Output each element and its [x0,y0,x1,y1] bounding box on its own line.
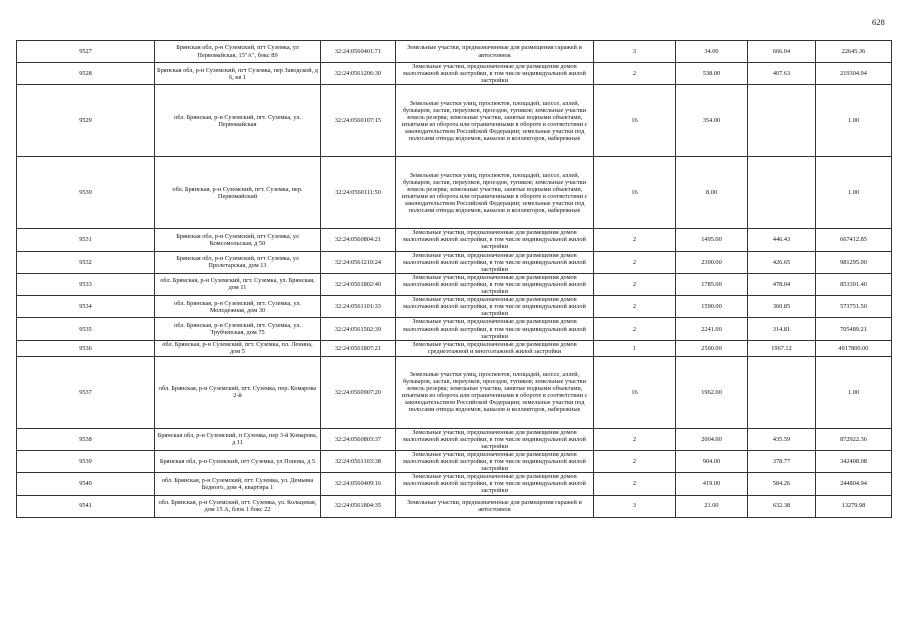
land-category-cell: Земельные участки, предназначенные для размещения домов малоэтажной жилой застройки, в том числе индивидуальной жилой застройки [396,296,594,318]
cadastral-value-cell: 1.00 [816,85,892,157]
cadastral-number-cell: 32:24:0561804:35 [321,495,396,517]
specific-value-cell [748,157,816,229]
land-category-cell: Земельные участки, предназначенные для размещения гаражей и автостоянок [396,495,594,517]
cadastral-value-cell: 667412.85 [816,229,892,251]
cadastral-value-cell: 219304.94 [816,63,892,85]
group-code-cell: 2 [594,63,676,85]
specific-value-cell: 478.04 [748,273,816,295]
address-cell: обл. Брянская, р-н Суземский, пгт. Суземка, ул. Молодежная, дом 30 [155,296,321,318]
group-code-cell: 2 [594,296,676,318]
cadastral-value-cell: 342408.08 [816,450,892,472]
table-row [17,41,892,63]
cadastral-value-cell: 22645.36 [816,41,892,63]
group-code-cell: 2 [594,318,676,340]
row-number: 9527 [17,41,155,63]
address-cell: обл. Брянская, р-н Суземский, пгт. Суземка, ул. Демьяна Бедного, дом 4, квартира 1 [155,473,321,495]
area-cell: 2300.00 [676,251,748,273]
land-category-cell: Земельные участки, предназначенные для размещения гаражей и автостоянок [396,41,594,63]
group-code-cell: 16 [594,85,676,157]
table-row [17,495,892,517]
area-cell: 2241.00 [676,318,748,340]
specific-value-cell: 666.04 [748,41,816,63]
group-code-cell: 16 [594,356,676,428]
cadastral-value-cell: 981295.00 [816,251,892,273]
table-row [17,428,892,450]
table-row [17,273,892,295]
row-number: 9541 [17,495,155,517]
table-row [17,85,892,157]
land-category-cell: Земельные участки, предназначенные для размещения домов малоэтажной жилой застройки, в том числе индивидуальной жилой застройки [396,251,594,273]
table-row [17,251,892,273]
page-number: 628 [872,17,885,27]
area-cell: 904.00 [676,450,748,472]
row-number: 9533 [17,273,155,295]
cadastral-value-cell: 244804.94 [816,473,892,495]
address-cell: обл. Брянская, р-н Суземский, пгт. Суземка, пер. Первомайский [155,157,321,229]
area-cell: 1962.00 [676,356,748,428]
land-category-cell: Земельные участки, предназначенные для размещения домов малоэтажной жилой застройки, в том числе индивидуальной жилой застройки [396,473,594,495]
table-row [17,473,892,495]
row-number: 9540 [17,473,155,495]
cadastral-number-cell: 32:24:0560804:21 [321,229,396,251]
cadastral-number-cell: 32:24:0561103:38 [321,450,396,472]
group-code-cell: 3 [594,41,676,63]
land-category-cell: Земельные участки, предназначенные для размещения домов малоэтажной жилой застройки, в том числе индивидуальной жилой застройки [396,63,594,85]
cadastral-value-table [16,40,892,518]
land-category-cell: Земельные участки, предназначенные для размещения домов малоэтажной жилой застройки, в том числе индивидуальной жилой застройки [396,273,594,295]
table-row [17,157,892,229]
specific-value-cell [748,356,816,428]
area-cell: 1785.00 [676,273,748,295]
group-code-cell: 2 [594,273,676,295]
cadastral-number-cell: 32:24:0561206:30 [321,63,396,85]
cadastral-value-cell: 1.00 [816,157,892,229]
cadastral-number-cell: 32:24:0560107:15 [321,85,396,157]
cadastral-value-cell: 872922.36 [816,428,892,450]
land-category-cell: Земельные участки улиц, проспектов, площадей, шоссе, аллей, бульваров, застав, переулков, проездов, тупиков; земельные участки земель резерва; земельные участки, занятые водными объектами, изъятыми из оборота или ограниченными в обороте в соответствии с законодательством Российской Федерации; земельные участки под полосами отвода водоемов, каналов и коллекторов, набережные [396,356,594,428]
group-code-cell: 16 [594,157,676,229]
row-number: 9536 [17,340,155,356]
land-category-cell: Земельные участки, предназначенные для размещения домов малоэтажной жилой застройки, в том числе индивидуальной жилой застройки [396,229,594,251]
land-category-cell: Земельные участки улиц, проспектов, площадей, шоссе, аллей, бульваров, застав, переулков, проездов, тупиков; земельные участки земель резерва; земельные участки, занятые водными объектами, изъятыми из оборота или ограниченными в обороте в соответствии с законодательством Российской Федерации; земельные участки под полосами отвода водоемов, каналов и коллекторов, набережные [396,157,594,229]
land-category-cell: Земельные участки, предназначенные для размещения домов малоэтажной жилой застройки, в том числе индивидуальной жилой застройки [396,428,594,450]
cadastral-value-cell: 1.00 [816,356,892,428]
specific-value-cell: 435.59 [748,428,816,450]
table-body [17,41,892,518]
table-row [17,229,892,251]
address-cell: обл. Брянская, р-н Суземский, пгт. Суземка, ул. Трубчевская, дом 75 [155,318,321,340]
specific-value-cell: 378.77 [748,450,816,472]
area-cell: 1495.00 [676,229,748,251]
table-row [17,296,892,318]
cadastral-number-cell: 32:24:0560803:37 [321,428,396,450]
land-category-cell: Земельные участки, предназначенные для размещения домов малоэтажной жилой застройки, в том числе индивидуальной жилой застройки [396,318,594,340]
address-cell: обл. Брянская, р-н Суземский, пгт. Суземка, ул. Первомайская [155,85,321,157]
group-code-cell: 2 [594,229,676,251]
specific-value-cell: 314.81 [748,318,816,340]
address-cell: Брянская обл, р-н Суземский, пгт Суземка, ул Попова, д 5 [155,450,321,472]
specific-value-cell: 632.38 [748,495,816,517]
area-cell: 8.00 [676,157,748,229]
cadastral-value-cell: 573751.50 [816,296,892,318]
address-cell: Брянская обл, р-н Суземский, пгт Суземка, ул Комсомольская, д 50 [155,229,321,251]
group-code-cell: 2 [594,473,676,495]
group-code-cell: 2 [594,428,676,450]
cadastral-number-cell: 32:24:0560401:71 [321,41,396,63]
address-cell: Брянская обл, р-н Суземский, пгт Суземка, ул Пролетарская, дом 13 [155,251,321,273]
table-row [17,340,892,356]
table-row [17,318,892,340]
cadastral-number-cell: 32:24:0561807:21 [321,340,396,356]
cadastral-number-cell: 32:24:0560409:16 [321,473,396,495]
group-code-cell: 3 [594,495,676,517]
row-number: 9537 [17,356,155,428]
area-cell: 1590.00 [676,296,748,318]
row-number: 9528 [17,63,155,85]
group-code-cell: 2 [594,450,676,472]
area-cell: 34.00 [676,41,748,63]
area-cell: 419.00 [676,473,748,495]
row-number: 9535 [17,318,155,340]
cadastral-number-cell: 32:24:0561101:33 [321,296,396,318]
address-cell: Брянская обл, р-н Суземский, п Суземка, пер 3-й Комарова, д 11 [155,428,321,450]
land-category-cell: Земельные участки улиц, проспектов, площадей, шоссе, аллей, бульваров, застав, переулков, проездов, тупиков; земельные участки земель резерва; земельные участки, занятые водными объектами, изъятыми из оборота или ограниченными в обороте в соответствии с законодательством Российской Федерации; земельные участки под полосами отвода водоемов, каналов и коллекторов, набережные [396,85,594,157]
address-cell: обл. Брянская, р-н Суземский, пгт. Суземка, пл. Ленина, дом 5 [155,340,321,356]
area-cell: 354.00 [676,85,748,157]
area-cell: 538.00 [676,63,748,85]
address-cell: Брянская обл, р-н Суземский, пгт Суземка, пер Заводской, д 6, кв 1 [155,63,321,85]
specific-value-cell: 1967.12 [748,340,816,356]
specific-value-cell: 446.43 [748,229,816,251]
address-cell: обл. Брянская, р-н Суземский, пгт. Суземка, пер. Комарова 2-й [155,356,321,428]
cadastral-number-cell: 32:24:0561210:24 [321,251,396,273]
specific-value-cell [748,85,816,157]
table-row [17,450,892,472]
row-number: 9529 [17,85,155,157]
cadastral-number-cell: 32:24:0560907:20 [321,356,396,428]
row-number: 9531 [17,229,155,251]
land-category-cell: Земельные участки, предназначенные для размещения домов малоэтажной жилой застройки, в том числе индивидуальной жилой застройки [396,450,594,472]
specific-value-cell: 360.85 [748,296,816,318]
land-category-cell: Земельные участки, предназначенные для размещения домов среднеэтажной и многоэтажной жилой застройки [396,340,594,356]
group-code-cell: 1 [594,340,676,356]
specific-value-cell: 584.26 [748,473,816,495]
address-cell: Брянская обл, р-н Суземский, пгт Суземка, ул Первомайская, 15"А", бокс 89 [155,41,321,63]
table-row [17,356,892,428]
area-cell: 2500.00 [676,340,748,356]
cadastral-value-cell: 705489.21 [816,318,892,340]
specific-value-cell: 426.65 [748,251,816,273]
row-number: 9539 [17,450,155,472]
cadastral-number-cell: 32:24:0560111:50 [321,157,396,229]
address-cell: обл. Брянская, р-н Суземский, пгт. Суземка, ул. Брянская, дом 11 [155,273,321,295]
row-number: 9538 [17,428,155,450]
specific-value-cell: 407.63 [748,63,816,85]
area-cell: 21.00 [676,495,748,517]
group-code-cell: 2 [594,251,676,273]
row-number: 9534 [17,296,155,318]
table-row [17,63,892,85]
cadastral-number-cell: 32:24:0561502:39 [321,318,396,340]
address-cell: обл. Брянская, р-н Суземский, пгт. Суземка, ул. Кольцевая, дом 15 А, блок 1 бокс 22 [155,495,321,517]
area-cell: 2004.00 [676,428,748,450]
cadastral-number-cell: 32:24:0561802:40 [321,273,396,295]
cadastral-value-cell: 13279.98 [816,495,892,517]
cadastral-value-cell: 4917800.00 [816,340,892,356]
row-number: 9530 [17,157,155,229]
cadastral-value-cell: 853301.40 [816,273,892,295]
row-number: 9532 [17,251,155,273]
